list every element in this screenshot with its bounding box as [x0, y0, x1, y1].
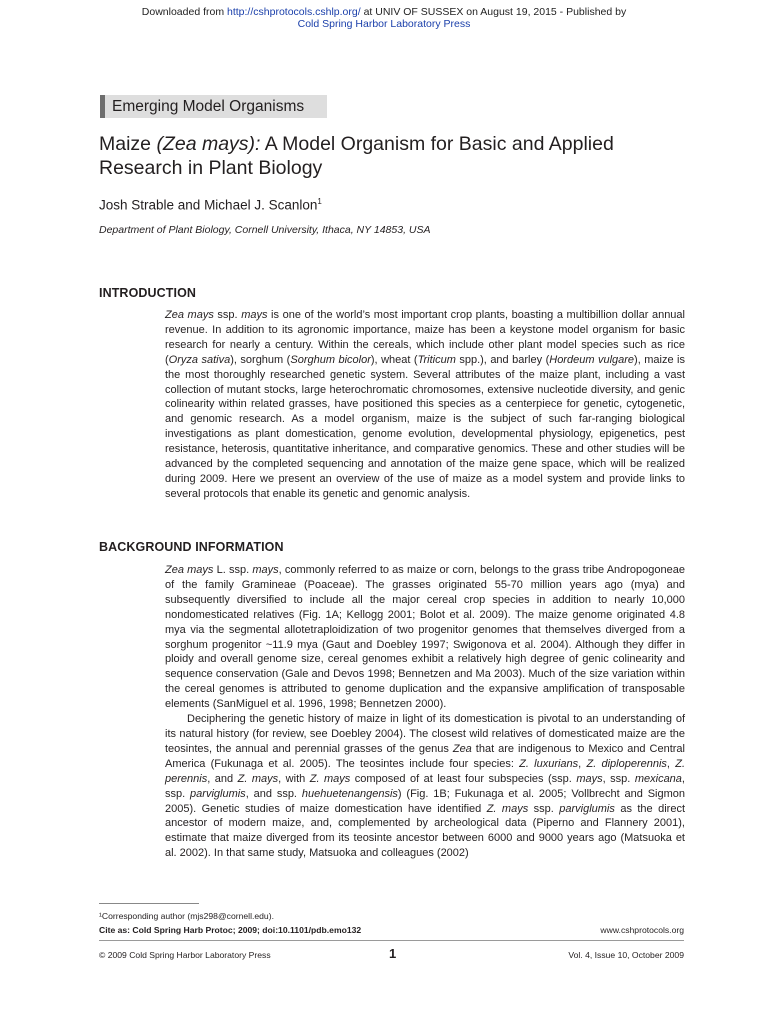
italic-term: Z. perennis: [165, 757, 685, 785]
italic-term: parviglumis: [559, 802, 615, 815]
background-section: [165, 563, 685, 861]
italic-term: Zea mays: [165, 309, 214, 321]
page-number: 1: [389, 946, 397, 961]
italic-term: Oryza sativa: [168, 353, 231, 366]
italic-term: Z. mays: [237, 772, 279, 785]
citation: [99, 925, 361, 935]
affiliation: Department of Plant Biology, Cornell University, Ithaca, NY 14853, USA: [99, 224, 431, 236]
author-names: Josh Strable and Michael J. Scanlon: [99, 197, 318, 213]
background-paragraph-1: Zea mays L. ssp. mays, commonly referred to as maize or corn, belongs to the grass tribe Andropogoneae of the family Gramineae (Poaceae). The grasses originated 55-70 million years ago (mya) and subsequently diversified to include all the major cereal crop species in addition to nearly 10,000 nondomesticated relatives (Fig. 1A; Kellogg 2001; Bolot et al. 2009). The maize genome originated 4.8 mya via the segmental allotetraploidization of two progenitor genomes that themselves diverged from a sorghum progenitor ~11.9 mya (Gaut and Doebley 1997; Swigonova et al. 2004). Although they differ in ploidy and overall genome size, cereal genomes exhibit a relatively high degree of genic colinearity and sequence conservation (Gale and Devos 1998; Bennetzen and Ma 2003). Much of the size variation within the cereal genomes is attributed to genome duplication and the expansive amplification of transposable elements (SanMiguel et al. 1996, 1998; Bennetzen 2000).: [165, 564, 685, 711]
publisher-link[interactable]: Cold Spring Harbor Laboratory Press: [297, 18, 471, 30]
italic-term: parviglumis: [190, 787, 246, 800]
introduction-paragraph: [165, 308, 685, 502]
background-paragraph-2: Deciphering the genetic history of maize in light of its domestication is pivotal to an understanding of its natural history (for review, see Doebley 2004). The closest wild relatives of domesticated maize are the teosintes, the annual and perennial grasses of the genus Zea that are indigenous to Mexico and Central America (Fukunaga et al. 2005). The teosintes include four species: Z. luxurians, Z. diploperennis, Z. perennis, and Z. mays, with Z. mays composed of at least four subspecies (ssp. mays, ssp. mexicana, ssp. parviglumis, and ssp. huehuetenangensis) (Fig. 1B; Fukunaga et al. 2005; Vollbrecht and Sigmon 2005). Genetic studies of maize domestication have identified Z. mays ssp. parviglumis as the direct ancestor of modern maize, and, complemented by archeological data (Piperno and Flannery 2001), estimate that maize diverged from its teosinte ancestor between 6000 and 9000 years ago (Matsuoka et al. 2002). In that same study, Matsuoka and colleagues (2002): [165, 713, 685, 860]
volume-issue: Vol. 4, Issue 10, October 2009: [568, 950, 684, 960]
copyright: © 2009 Cold Spring Harbor Laboratory Press: [99, 950, 271, 960]
intro-text: Zea mays ssp. mays is one of the world’s most important crop plants, boasting a multibillion dollar annual revenue. In addition to its agronomic importance, maize has been a keystone model organism for basic research for nearly a century. Within the cereals, which include other plant model species such as rice (Oryza sativa), sorghum (Sorghum bicolor), wheat (Triticum spp.), and barley (Hordeum vulgare), maize is the most thoroughly researched genetic system. Several attributes of the maize plant, including a vast collection of mutant stocks, large heterochromatic chromosomes, extensive nucleotide diversity, and genic colinearity within related grasses, have positioned this species as a centerpiece for genetic, cytogenetic, and genomic research. As a model organism, maize is the subject of such far-ranging biological investigations as plant domestication, genome evolution, developmental physiology, epigenetics, pest resistance, heterosis, quantitative inheritance, and comparative genomics. These and other studies will be advanced by the completed sequencing and annotation of the maize gene space, which will be realized during 2009. Here we present an overview of the use of maize as a model system and provide links to several protocols that enable its genetic and genomic analysis.: [165, 309, 685, 500]
background-heading: BACKGROUND INFORMATION: [99, 540, 284, 554]
title-part2: A Model Organism for Basic and Applied Research in Plant Biology: [99, 133, 614, 179]
title-italic: (Zea mays):: [156, 133, 261, 155]
download-notice: [0, 6, 768, 30]
series-banner: [100, 95, 327, 118]
author-list: [99, 197, 322, 213]
italic-term: mexicana: [634, 772, 682, 785]
footnote: ¹Corresponding author (mjs298@cornell.edu).: [99, 911, 274, 921]
italic-term: mays: [241, 309, 268, 321]
series-label: Emerging Model Organisms: [112, 97, 305, 115]
italic-term: Zea mays: [165, 564, 214, 576]
italic-term: mays: [252, 564, 279, 576]
italic-term: Sorghum bicolor: [290, 353, 371, 366]
download-url-link[interactable]: http://cshprotocols.cshlp.org/: [227, 6, 361, 18]
download-suffix: at UNIV OF SUSSEX on August 19, 2015 - Published by: [360, 6, 627, 18]
italic-term: huehuetenangensis: [301, 787, 398, 800]
title-part1: Maize: [99, 133, 157, 155]
italic-term: Triticum: [417, 353, 456, 366]
italic-term: Z. luxurians: [519, 757, 579, 770]
article-title: [99, 132, 659, 180]
italic-term: Zea: [452, 742, 472, 755]
footnote-rule: [99, 903, 199, 904]
footer-rule: [99, 940, 684, 941]
italic-term: Z. mays: [486, 802, 529, 815]
author-footnote-mark: 1: [317, 197, 322, 206]
website-link[interactable]: www.cshprotocols.org: [600, 925, 684, 935]
italic-term: Z. diploperennis: [586, 757, 667, 770]
citation-text: Cite as: Cold Spring Harb Protoc; 2009; doi:10.1101/pdb.emo132: [99, 925, 362, 935]
italic-term: Hordeum vulgare: [549, 353, 635, 366]
introduction-heading: INTRODUCTION: [99, 286, 197, 300]
italic-term: mays: [576, 772, 603, 785]
italic-term: Z. mays: [309, 772, 351, 785]
download-prefix: Downloaded from: [141, 6, 227, 18]
